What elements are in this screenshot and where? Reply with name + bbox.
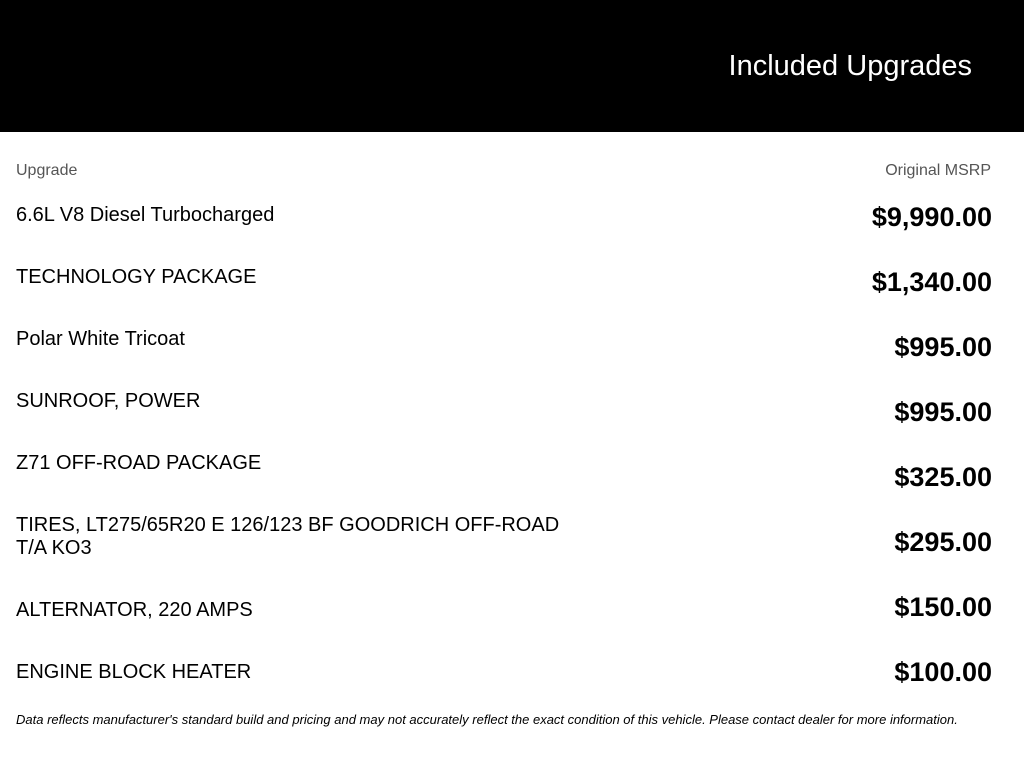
upgrade-name: TIRES, LT275/65R20 E 126/123 BF GOODRICH OFF-ROAD T/A KO3 [16,514,560,559]
upgrade-price: $150.00 [894,592,992,622]
upgrade-price: $995.00 [894,397,992,427]
upgrade-name: 6.6L V8 Diesel Turbocharged [16,204,275,226]
column-header-msrp: Original MSRP [885,162,991,179]
upgrade-name: ALTERNATOR, 220 AMPS [16,599,253,621]
upgrade-name: TECHNOLOGY PACKAGE [16,266,257,288]
page-title: Included Upgrades [728,50,972,82]
upgrade-name: Polar White Tricoat [16,328,185,350]
upgrade-price: $9,990.00 [871,202,992,232]
upgrade-name: ENGINE BLOCK HEATER [16,661,252,683]
header-bar [0,0,1024,132]
upgrade-name: SUNROOF, POWER [16,390,201,412]
upgrade-price: $995.00 [894,332,992,362]
disclaimer-text: Data reflects manufacturer's standard build and pricing and may not accurately reflect the exact condition of this vehicle. Please contact dealer for more information. [16,712,958,727]
upgrade-price: $100.00 [894,657,992,687]
upgrade-price: $295.00 [894,527,992,557]
upgrade-price: $1,340.00 [871,267,992,297]
upgrade-price: $325.00 [894,462,992,492]
column-header-upgrade: Upgrade [16,162,78,179]
upgrade-name: Z71 OFF-ROAD PACKAGE [16,452,262,474]
